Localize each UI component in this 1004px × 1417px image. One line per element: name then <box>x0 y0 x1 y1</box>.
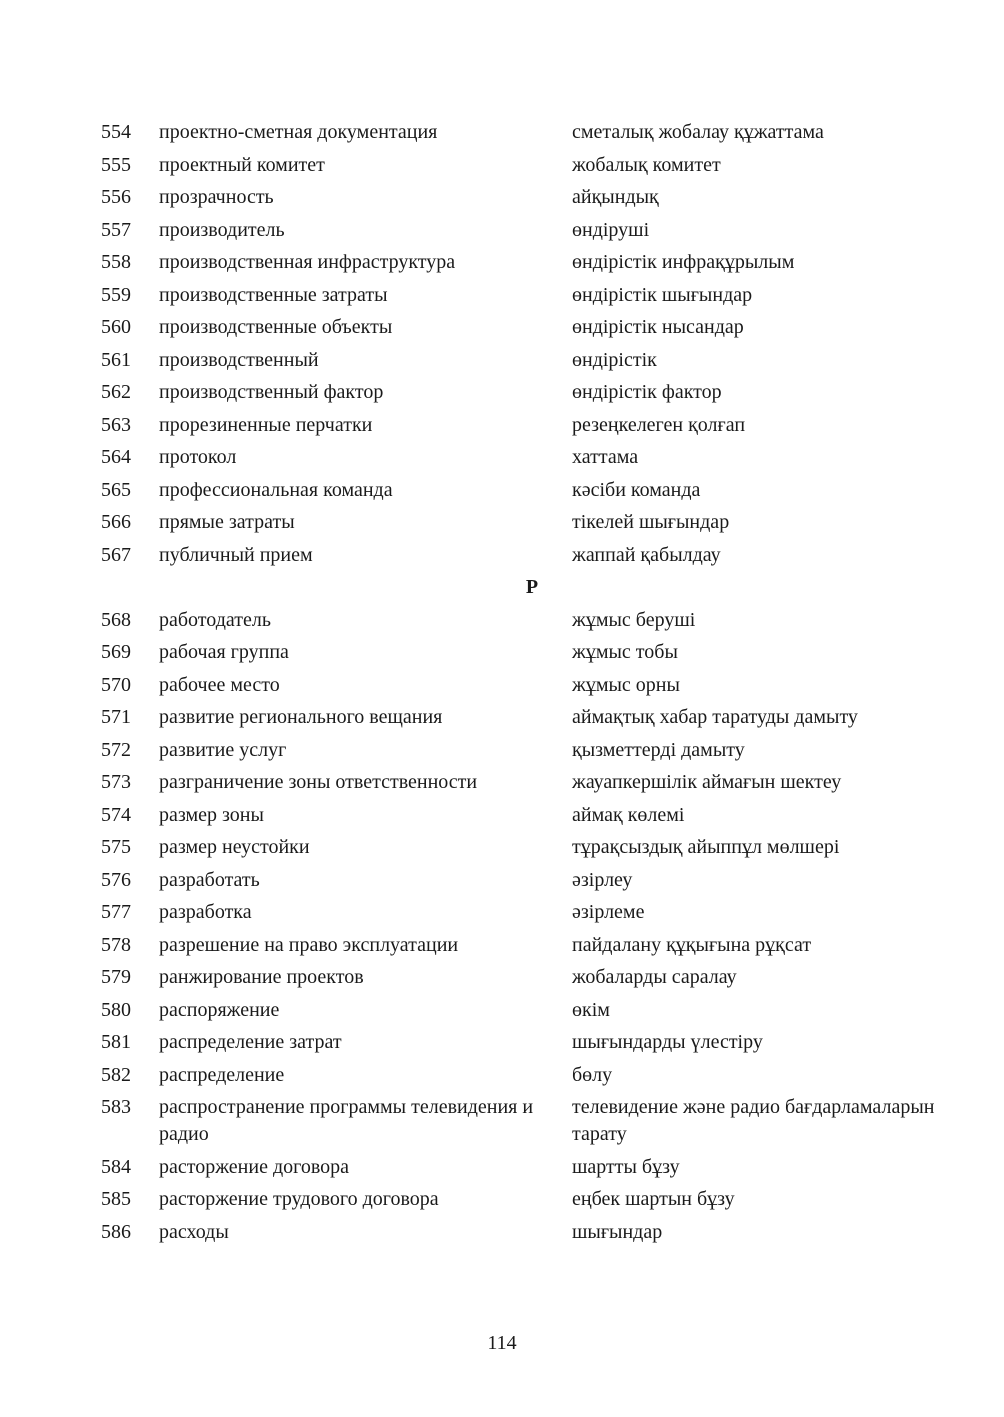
term-russian: разработка <box>159 901 252 923</box>
glossary-row <box>0 217 1004 244</box>
term-russian: публичный прием <box>159 543 313 566</box>
term-kazakh: әзірлеме <box>572 901 645 923</box>
term-russian: расходы <box>159 1220 229 1243</box>
glossary-row <box>0 184 1004 211</box>
term-kazakh: жұмыс тобы <box>572 641 678 663</box>
glossary-row <box>0 997 1004 1024</box>
term-kazakh: қызметтерді дамыту <box>572 738 745 761</box>
term-kazakh: шартты бұзу <box>572 1155 680 1178</box>
glossary-row <box>0 249 1004 276</box>
term-russian: размер неустойки <box>159 836 310 858</box>
term-number: 566 <box>101 511 131 533</box>
glossary-row <box>0 1219 1004 1246</box>
glossary-row <box>0 802 1004 829</box>
term-kazakh: өндіруші <box>572 218 650 241</box>
glossary-entries <box>0 119 1004 1251</box>
term-number: 563 <box>101 413 131 436</box>
term-number: 574 <box>101 803 131 826</box>
term-number: 569 <box>101 641 131 663</box>
term-russian: производственный <box>159 348 319 371</box>
term-russian: производственные затраты <box>159 283 388 306</box>
term-russian: размер зоны <box>159 803 264 826</box>
term-russian: распространение программы телевидения и радио <box>159 1096 534 1145</box>
term-kazakh: жобалық комитет <box>572 153 721 176</box>
term-kazakh: айқындық <box>572 186 659 208</box>
term-kazakh: өндірістік нысандар <box>572 316 744 338</box>
term-kazakh: тікелей шығындар <box>572 511 730 533</box>
section-letter-heading: Р <box>525 576 539 598</box>
term-number: 568 <box>101 608 131 631</box>
term-kazakh: жұмыс орны <box>572 673 680 696</box>
term-russian: разрешение на право эксплуатации <box>159 933 459 956</box>
glossary-row <box>0 152 1004 179</box>
glossary-row <box>0 964 1004 991</box>
term-russian: производственный фактор <box>159 381 384 403</box>
term-number: 575 <box>101 836 131 858</box>
glossary-row <box>0 282 1004 309</box>
term-russian: разграничение зоны ответственности <box>159 771 478 793</box>
glossary-row <box>0 509 1004 536</box>
term-russian: проектно-сметная документация <box>159 121 438 143</box>
term-kazakh: кәсіби команда <box>572 478 701 501</box>
term-kazakh: өкім <box>572 998 610 1021</box>
glossary-row <box>0 1154 1004 1181</box>
term-number: 583 <box>101 1096 131 1118</box>
glossary-row <box>0 542 1004 569</box>
term-russian: развитие услуг <box>159 738 287 761</box>
term-number: 576 <box>101 868 131 891</box>
glossary-row <box>0 737 1004 764</box>
glossary-row <box>0 347 1004 374</box>
glossary-row <box>0 1094 1004 1148</box>
term-kazakh: өндірістік <box>572 348 657 371</box>
glossary-row <box>0 119 1004 146</box>
term-number: 585 <box>101 1188 131 1210</box>
term-kazakh: сметалық жобалау құжаттама <box>572 121 824 143</box>
term-kazakh: жұмыс беруші <box>572 608 696 631</box>
term-kazakh: пайдалану құқығына рұқсат <box>572 933 812 956</box>
term-russian: распоряжение <box>159 998 280 1021</box>
term-number: 560 <box>101 316 131 338</box>
term-kazakh: әзірлеу <box>572 868 633 891</box>
term-russian: производитель <box>159 218 285 241</box>
glossary-row <box>0 867 1004 894</box>
term-russian: профессиональная команда <box>159 478 393 501</box>
term-number: 570 <box>101 673 131 696</box>
term-number: 554 <box>101 121 131 143</box>
term-russian: распределение затрат <box>159 1031 342 1053</box>
term-russian: прозрачность <box>159 186 274 208</box>
term-number: 584 <box>101 1155 131 1178</box>
term-number: 561 <box>101 348 131 371</box>
term-kazakh: аймақ көлемі <box>572 803 685 826</box>
term-number: 556 <box>101 186 131 208</box>
term-russian: рабочее место <box>159 673 280 696</box>
term-kazakh: резеңкелеген қолғап <box>572 413 746 436</box>
term-number: 573 <box>101 771 131 793</box>
term-kazakh: телевидение және радио бағдарламаларын тарату <box>572 1096 935 1145</box>
term-russian: производственные объекты <box>159 316 393 338</box>
term-number: 578 <box>101 933 131 956</box>
term-number: 581 <box>101 1031 131 1053</box>
page-number: 114 <box>487 1332 517 1354</box>
term-kazakh: жобаларды саралау <box>572 966 737 988</box>
glossary-row <box>0 899 1004 926</box>
term-russian: расторжение договора <box>159 1155 350 1178</box>
term-russian: работодатель <box>159 608 271 631</box>
glossary-row <box>0 444 1004 471</box>
term-number: 572 <box>101 738 131 761</box>
term-russian: распределение <box>159 1063 285 1086</box>
term-number: 579 <box>101 966 131 988</box>
term-number: 582 <box>101 1063 131 1086</box>
term-kazakh: аймақтық хабар таратуды дамыту <box>572 706 858 728</box>
glossary-row <box>0 1062 1004 1089</box>
term-number: 564 <box>101 446 131 468</box>
term-number: 571 <box>101 706 131 728</box>
glossary-row <box>0 607 1004 634</box>
term-number: 557 <box>101 218 131 241</box>
glossary-row <box>0 834 1004 861</box>
term-russian: рабочая группа <box>159 641 289 663</box>
term-russian: прямые затраты <box>159 511 295 533</box>
term-number: 559 <box>101 283 131 306</box>
term-kazakh: бөлу <box>572 1063 613 1086</box>
term-number: 558 <box>101 251 131 273</box>
term-kazakh: жаппай қабылдау <box>572 543 721 566</box>
term-number: 577 <box>101 901 131 923</box>
glossary-row <box>0 1186 1004 1213</box>
term-russian: развитие регионального вещания <box>159 706 443 728</box>
glossary-row <box>0 412 1004 439</box>
term-kazakh: хаттама <box>572 446 639 468</box>
term-kazakh: өндірістік инфрақұрылым <box>572 251 795 273</box>
glossary-row <box>0 704 1004 731</box>
term-kazakh: өндірістік фактор <box>572 381 722 403</box>
term-number: 555 <box>101 153 131 176</box>
term-kazakh: еңбек шартын бұзу <box>572 1188 735 1210</box>
term-russian: разработать <box>159 868 260 891</box>
term-russian: прорезиненные перчатки <box>159 413 373 436</box>
term-russian: ранжирование проектов <box>159 966 364 988</box>
glossary-row <box>0 932 1004 959</box>
term-russian: расторжение трудового договора <box>159 1188 439 1210</box>
term-number: 580 <box>101 998 131 1021</box>
term-russian: проектный комитет <box>159 153 325 176</box>
glossary-row <box>0 639 1004 666</box>
glossary-row <box>0 314 1004 341</box>
glossary-row <box>0 769 1004 796</box>
glossary-row <box>0 1029 1004 1056</box>
glossary-row <box>0 379 1004 406</box>
term-number: 586 <box>101 1220 131 1243</box>
term-kazakh: жауапкершілік аймағын шектеу <box>572 771 842 793</box>
term-russian: протокол <box>159 446 237 468</box>
term-russian: производственная инфраструктура <box>159 251 456 273</box>
term-number: 565 <box>101 478 131 501</box>
term-kazakh: шығындарды үлестіру <box>572 1031 763 1053</box>
term-kazakh: өндірістік шығындар <box>572 283 753 306</box>
term-number: 567 <box>101 543 131 566</box>
term-kazakh: шығындар <box>572 1220 663 1243</box>
glossary-row <box>0 672 1004 699</box>
term-number: 562 <box>101 381 131 403</box>
term-kazakh: тұрақсыздық айыппұл мөлшері <box>572 836 840 858</box>
glossary-row <box>0 477 1004 504</box>
